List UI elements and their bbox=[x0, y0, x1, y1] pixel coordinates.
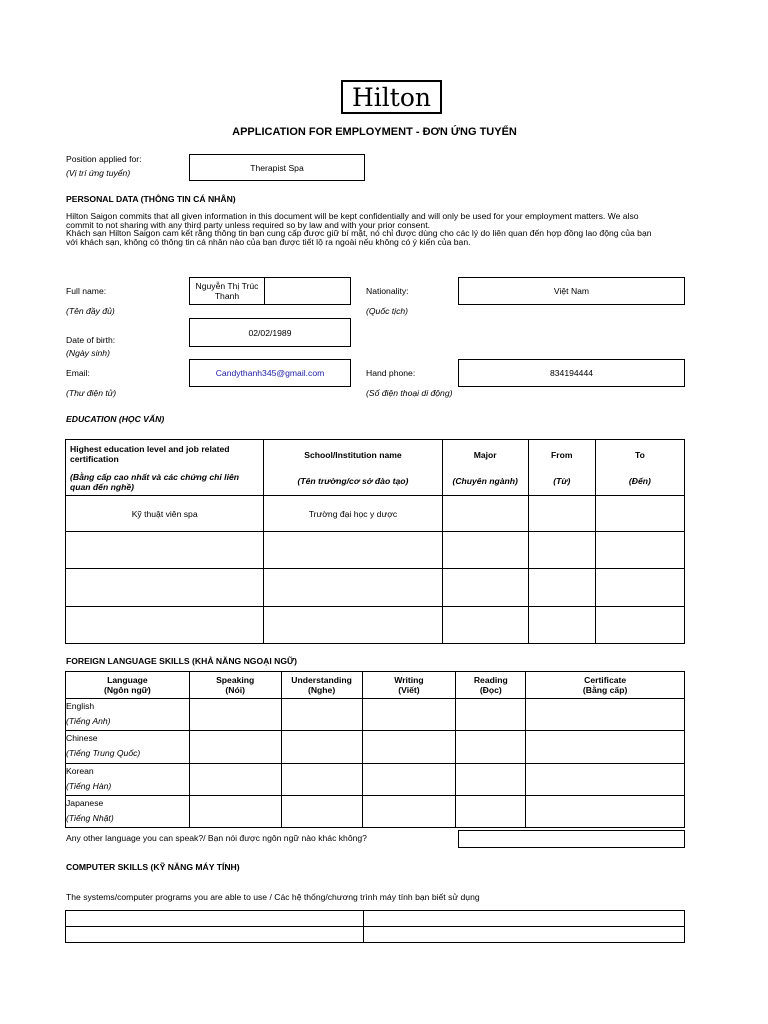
other-language-field[interactable] bbox=[458, 830, 685, 848]
lang-header-language-en: Language bbox=[107, 675, 148, 685]
edu-cell[interactable] bbox=[528, 607, 595, 644]
lang-name: English bbox=[66, 701, 95, 711]
lang-header-speaking-en: Speaking bbox=[216, 675, 255, 685]
full-name-field-extra[interactable] bbox=[264, 277, 351, 305]
lang-cell[interactable] bbox=[281, 796, 362, 828]
education-heading: EDUCATION (HỌC VẤN) bbox=[66, 414, 165, 424]
edu-cell[interactable] bbox=[595, 569, 684, 607]
edu-header-school bbox=[264, 440, 442, 496]
lang-cell[interactable] bbox=[526, 764, 685, 796]
edu-header-from bbox=[528, 440, 595, 496]
edu-header-from-vi: (Từ) bbox=[553, 475, 571, 486]
position-label: Position applied for: bbox=[66, 154, 142, 164]
lang-cell[interactable] bbox=[281, 764, 362, 796]
computer-skills-heading: COMPUTER SKILLS (KỸ NĂNG MÁY TÍNH) bbox=[66, 862, 240, 872]
lang-cell[interactable] bbox=[526, 731, 685, 764]
edu-cell[interactable] bbox=[66, 532, 264, 569]
lang-cell[interactable] bbox=[526, 699, 685, 731]
lang-header-speaking-vi: (Nói) bbox=[225, 685, 245, 695]
privacy-notice bbox=[66, 212, 686, 246]
hilton-logo: Hilton bbox=[341, 80, 442, 114]
lang-name-vi: (Tiếng Anh) bbox=[66, 716, 111, 726]
edu-cell[interactable] bbox=[442, 532, 528, 569]
lang-header-understanding bbox=[281, 672, 362, 699]
computer-cell[interactable] bbox=[363, 927, 684, 943]
phone-label-vi: (Số điện thoại di động) bbox=[366, 388, 453, 398]
edu-cell[interactable]: Kỹ thuật viên spa bbox=[66, 496, 264, 532]
email-label-vi: (Thư điện tử) bbox=[66, 388, 117, 398]
lang-cell[interactable] bbox=[281, 731, 362, 764]
dob-label-vi: (Ngày sinh) bbox=[66, 348, 110, 358]
computer-cell[interactable] bbox=[363, 911, 684, 927]
table-row bbox=[66, 532, 685, 569]
table-row bbox=[66, 496, 685, 532]
edu-header-major bbox=[442, 440, 528, 496]
edu-header-level bbox=[66, 440, 264, 496]
full-name-field[interactable]: Nguyễn Thị Trúc Thanh bbox=[189, 277, 265, 305]
personal-data-heading: PERSONAL DATA (THÔNG TIN CÁ NHÂN) bbox=[66, 194, 236, 204]
lang-cell[interactable] bbox=[189, 699, 281, 731]
lang-name-vi: (Tiếng Nhật) bbox=[66, 813, 114, 823]
languages-heading: FOREIGN LANGUAGE SKILLS (KHẢ NĂNG NGOẠI NGỮ) bbox=[66, 656, 298, 666]
lang-header-reading bbox=[456, 672, 526, 699]
nationality-field[interactable]: Việt Nam bbox=[458, 277, 685, 305]
edu-header-major-vi: (Chuyên ngành) bbox=[452, 475, 518, 486]
edu-cell[interactable] bbox=[528, 496, 595, 532]
email-field[interactable]: Candythanh345@gmail.com bbox=[189, 359, 351, 387]
edu-header-from-en: From bbox=[551, 449, 573, 460]
lang-header-writing bbox=[362, 672, 456, 699]
lang-header-language bbox=[66, 672, 190, 699]
lang-cell[interactable] bbox=[456, 699, 526, 731]
full-name-label: Full name: bbox=[66, 286, 107, 296]
lang-cell[interactable] bbox=[456, 731, 526, 764]
lang-cell[interactable] bbox=[456, 796, 526, 828]
position-label-vi: (Vị trí ứng tuyển) bbox=[66, 168, 131, 178]
computer-skills-question: The systems/computer programs you are able to use / Các hệ thống/chương trình máy tính bạn biết sử dụng bbox=[66, 892, 480, 902]
edu-cell[interactable] bbox=[595, 607, 684, 644]
lang-cell[interactable] bbox=[281, 699, 362, 731]
edu-cell[interactable] bbox=[264, 532, 442, 569]
lang-header-certificate-vi: (Bằng cấp) bbox=[582, 685, 628, 695]
lang-header-writing-en: Writing bbox=[394, 675, 424, 685]
lang-cell[interactable] bbox=[362, 764, 456, 796]
form-title: APPLICATION FOR EMPLOYMENT - ĐƠN ỨNG TUYỂN bbox=[232, 126, 517, 138]
other-language-question: Any other language you can speak?/ Bạn nói được ngôn ngữ nào khác không? bbox=[66, 833, 367, 843]
phone-label: Hand phone: bbox=[366, 368, 416, 378]
table-row bbox=[66, 764, 685, 796]
language-table bbox=[65, 671, 685, 828]
privacy-notice-line: với khách sạn, không có thông tin cá nhân nào của bạn được tiết lộ ra ngoài nếu không có ý kiến của bạn. bbox=[66, 236, 471, 247]
lang-name-vi: (Tiếng Trung Quốc) bbox=[66, 748, 141, 758]
lang-header-understanding-vi: (Nghe) bbox=[307, 685, 336, 695]
lang-cell[interactable] bbox=[362, 796, 456, 828]
edu-header-school-vi: (Tên trường/cơ sở đào tạo) bbox=[297, 475, 409, 486]
edu-cell[interactable] bbox=[528, 532, 595, 569]
lang-header-reading-vi: (Đọc) bbox=[479, 685, 502, 695]
edu-cell[interactable] bbox=[595, 532, 684, 569]
edu-cell[interactable] bbox=[442, 607, 528, 644]
email-label: Email: bbox=[66, 368, 90, 378]
phone-field[interactable]: 834194444 bbox=[458, 359, 685, 387]
lang-name-vi: (Tiếng Hàn) bbox=[66, 781, 112, 791]
table-row bbox=[66, 569, 685, 607]
dob-label: Date of birth: bbox=[66, 335, 116, 345]
edu-header-school-en: School/Institution name bbox=[304, 449, 402, 460]
privacy-notice-line: commit to not sharing with any third party unless required so by law and with your prior consent. bbox=[66, 219, 430, 230]
lang-cell[interactable] bbox=[526, 796, 685, 828]
full-name-label-vi: (Tên đầy đủ) bbox=[66, 306, 115, 316]
table-row bbox=[66, 731, 685, 764]
education-header-row bbox=[66, 440, 685, 496]
edu-header-level-vi: (Bằng cấp cao nhất và các chứng chỉ liên quan đến nghề) bbox=[70, 471, 239, 492]
education-table bbox=[65, 439, 685, 644]
computer-skills-table bbox=[65, 910, 685, 943]
lang-cell[interactable] bbox=[189, 731, 281, 764]
lang-cell[interactable] bbox=[456, 764, 526, 796]
lang-name-cell bbox=[66, 796, 190, 828]
edu-cell[interactable] bbox=[66, 607, 264, 644]
lang-cell[interactable] bbox=[362, 699, 456, 731]
edu-cell[interactable] bbox=[528, 569, 595, 607]
table-row bbox=[66, 796, 685, 828]
lang-cell[interactable] bbox=[189, 796, 281, 828]
table-row bbox=[66, 911, 685, 927]
edu-cell[interactable] bbox=[442, 496, 528, 532]
privacy-notice-line: Hilton Saigon commits that all given information in this document will be kept confidentially and will only be used for your employment matters. We also bbox=[66, 211, 639, 221]
lang-name: Chinese bbox=[66, 733, 98, 743]
lang-header-understanding-en: Understanding bbox=[291, 675, 352, 685]
lang-header-reading-en: Reading bbox=[473, 675, 508, 685]
edu-header-to-vi: (Đến) bbox=[628, 475, 651, 486]
lang-name-cell bbox=[66, 731, 190, 764]
lang-name: Japanese bbox=[66, 798, 104, 808]
edu-cell[interactable] bbox=[66, 569, 264, 607]
edu-header-major-en: Major bbox=[473, 449, 497, 460]
lang-name: Korean bbox=[66, 766, 94, 776]
position-field[interactable]: Therapist Spa bbox=[189, 154, 365, 181]
edu-cell[interactable] bbox=[595, 496, 684, 532]
table-row bbox=[66, 699, 685, 731]
lang-name-cell bbox=[66, 699, 190, 731]
dob-field[interactable]: 02/02/1989 bbox=[189, 318, 351, 347]
edu-header-level-en: Highest education level and job related certification bbox=[70, 443, 230, 464]
lang-cell[interactable] bbox=[362, 731, 456, 764]
lang-name-cell bbox=[66, 764, 190, 796]
language-header-row bbox=[66, 672, 685, 699]
edu-cell[interactable] bbox=[264, 607, 442, 644]
lang-header-writing-vi: (Viết) bbox=[398, 685, 420, 695]
edu-cell[interactable] bbox=[264, 569, 442, 607]
edu-cell[interactable]: Trường đại học y dược bbox=[264, 496, 442, 532]
table-row bbox=[66, 927, 685, 943]
lang-cell[interactable] bbox=[189, 764, 281, 796]
edu-header-to bbox=[595, 440, 684, 496]
computer-cell[interactable] bbox=[66, 927, 364, 943]
lang-header-language-vi: (Ngôn ngữ) bbox=[103, 685, 151, 695]
table-row bbox=[66, 607, 685, 644]
edu-cell[interactable] bbox=[442, 569, 528, 607]
lang-header-certificate bbox=[526, 672, 685, 699]
edu-header-to-en: To bbox=[634, 449, 645, 460]
privacy-notice-line: Khách sạn Hilton Saigon cam kết rằng thông tin bạn cung cấp được giữ bí mật, nó chỉ được dùng cho các lý do liên quan đến hợp đồng lao động của bạn bbox=[66, 228, 652, 239]
lang-header-certificate-en: Certificate bbox=[584, 675, 627, 685]
computer-cell[interactable] bbox=[66, 911, 364, 927]
nationality-label: Nationality: bbox=[366, 286, 409, 296]
lang-header-speaking bbox=[189, 672, 281, 699]
nationality-label-vi: (Quốc tịch) bbox=[366, 306, 409, 316]
